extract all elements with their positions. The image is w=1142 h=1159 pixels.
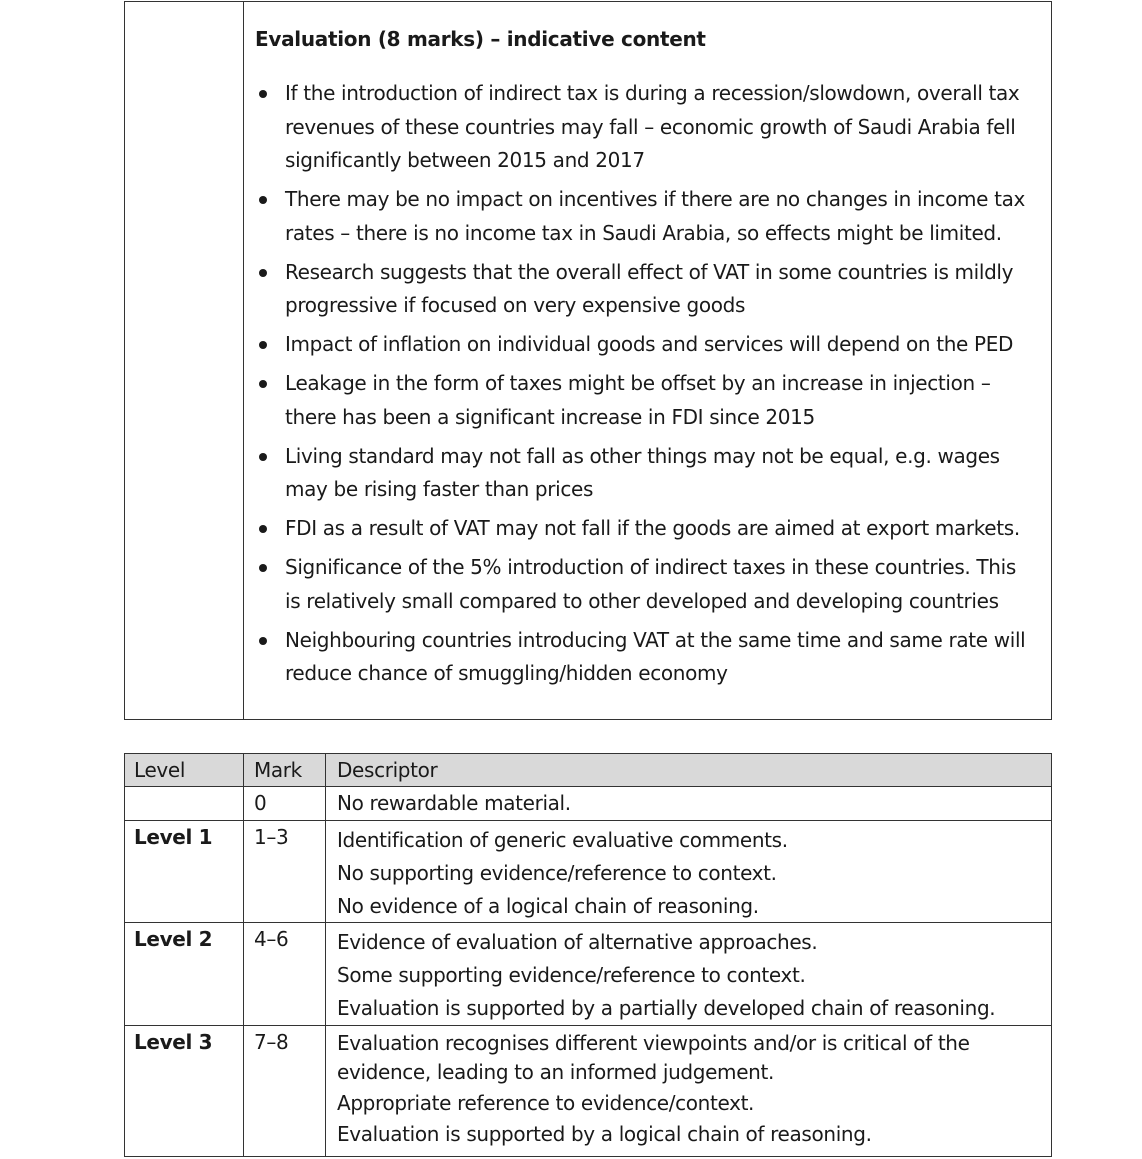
table-header-row — [125, 754, 1051, 786]
indicative-bullet-list — [244, 77, 1034, 696]
bullet-text: Research suggests that the overall effect of VAT in some countries is mildly progressive if focused on very expensive goods — [285, 259, 1014, 317]
table-row — [125, 820, 1051, 922]
bullet-item — [244, 256, 1034, 323]
bullet-item — [244, 367, 1034, 434]
mark-range: 7–8 — [254, 1030, 289, 1054]
bullet-text: FDI as a result of VAT may not fall if the goods are aimed at export markets. — [285, 516, 1020, 540]
bullet-icon — [259, 196, 267, 204]
indicative-content-cell — [244, 2, 1051, 719]
bullet-text: If the introduction of indirect tax is during a recession/slowdown, overall tax revenues of these countries may fall – economic growth of Saudi Arabia fell significantly between 2015 and 2017 — [285, 81, 1020, 172]
descriptor-cell — [326, 1026, 1051, 1156]
header-level-cell — [125, 754, 244, 786]
indicative-content-table — [124, 1, 1052, 720]
bullet-icon — [259, 525, 267, 533]
descriptor-cell — [326, 923, 1051, 1025]
mark-range: 0 — [254, 791, 267, 815]
descriptor-line: Evaluation is supported by a partially developed chain of reasoning. — [337, 996, 996, 1020]
table-row — [125, 786, 1051, 820]
evaluation-heading: Evaluation (8 marks) – indicative content — [255, 27, 706, 51]
bullet-item — [244, 624, 1034, 691]
bullet-text: Living standard may not fall as other things may not be equal, e.g. wages may be rising faster than prices — [285, 443, 1000, 501]
bullet-icon — [259, 269, 267, 277]
descriptor-cell — [326, 787, 1051, 820]
descriptor-cell — [326, 821, 1051, 922]
header-descriptor-cell — [326, 754, 1051, 786]
descriptor-line: Appropriate reference to evidence/context. — [337, 1091, 755, 1115]
bullet-item — [244, 512, 1034, 546]
level-cell — [125, 821, 244, 922]
table-row — [125, 922, 1051, 1025]
bullet-item — [244, 440, 1034, 507]
descriptor-line: No rewardable material. — [337, 791, 571, 815]
bullet-item — [244, 77, 1034, 178]
mark-cell — [244, 821, 326, 922]
level-name: Level 2 — [134, 927, 213, 951]
empty-question-cell — [125, 2, 244, 719]
descriptor-line: evidence, leading to an informed judgement. — [337, 1060, 774, 1084]
descriptor-line: No supporting evidence/reference to context. — [337, 861, 777, 885]
level-name: Level 1 — [134, 825, 213, 849]
bullet-text: There may be no impact on incentives if there are no changes in income tax rates – there is no income tax in Saudi Arabia, so effects might be limited. — [285, 187, 1025, 245]
header-level: Level — [134, 758, 186, 782]
descriptor-line: Identification of generic evaluative comments. — [337, 828, 788, 852]
header-mark: Mark — [254, 758, 302, 782]
bullet-text: Leakage in the form of taxes might be offset by an increase in injection – there has been a significant increase in FDI since 2015 — [285, 371, 991, 429]
bullet-text: Neighbouring countries introducing VAT at the same time and same rate will reduce chance of smuggling/hidden economy — [285, 627, 1026, 685]
bullet-item — [244, 551, 1034, 618]
mark-cell — [244, 1026, 326, 1156]
bullet-item — [244, 328, 1034, 362]
level-cell — [125, 1026, 244, 1156]
header-descriptor: Descriptor — [337, 758, 438, 782]
bullet-item — [244, 183, 1034, 250]
level-cell — [125, 923, 244, 1025]
bullet-text: Impact of inflation on individual goods and services will depend on the PED — [285, 332, 1014, 356]
descriptor-line: Evaluation recognises different viewpoints and/or is critical of the — [337, 1031, 970, 1055]
bullet-text: Significance of the 5% introduction of indirect taxes in these countries. This is relatively small compared to other developed and developing countries — [285, 555, 1016, 613]
mark-cell — [244, 787, 326, 820]
bullet-icon — [259, 637, 267, 645]
table-row — [125, 1025, 1051, 1156]
descriptor-line: No evidence of a logical chain of reasoning. — [337, 894, 759, 918]
bullet-icon — [259, 90, 267, 98]
header-mark-cell — [244, 754, 326, 786]
mark-cell — [244, 923, 326, 1025]
bullet-icon — [259, 453, 267, 461]
descriptor-line: Some supporting evidence/reference to context. — [337, 963, 806, 987]
bullet-icon — [259, 341, 267, 349]
bullet-icon — [259, 564, 267, 572]
descriptor-line: Evidence of evaluation of alternative approaches. — [337, 930, 818, 954]
level-descriptor-table — [124, 753, 1052, 1157]
bullet-icon — [259, 380, 267, 388]
level-name: Level 3 — [134, 1030, 213, 1054]
mark-range: 1–3 — [254, 825, 289, 849]
level-cell — [125, 787, 244, 820]
mark-range: 4–6 — [254, 927, 289, 951]
descriptor-line: Evaluation is supported by a logical chain of reasoning. — [337, 1122, 872, 1146]
